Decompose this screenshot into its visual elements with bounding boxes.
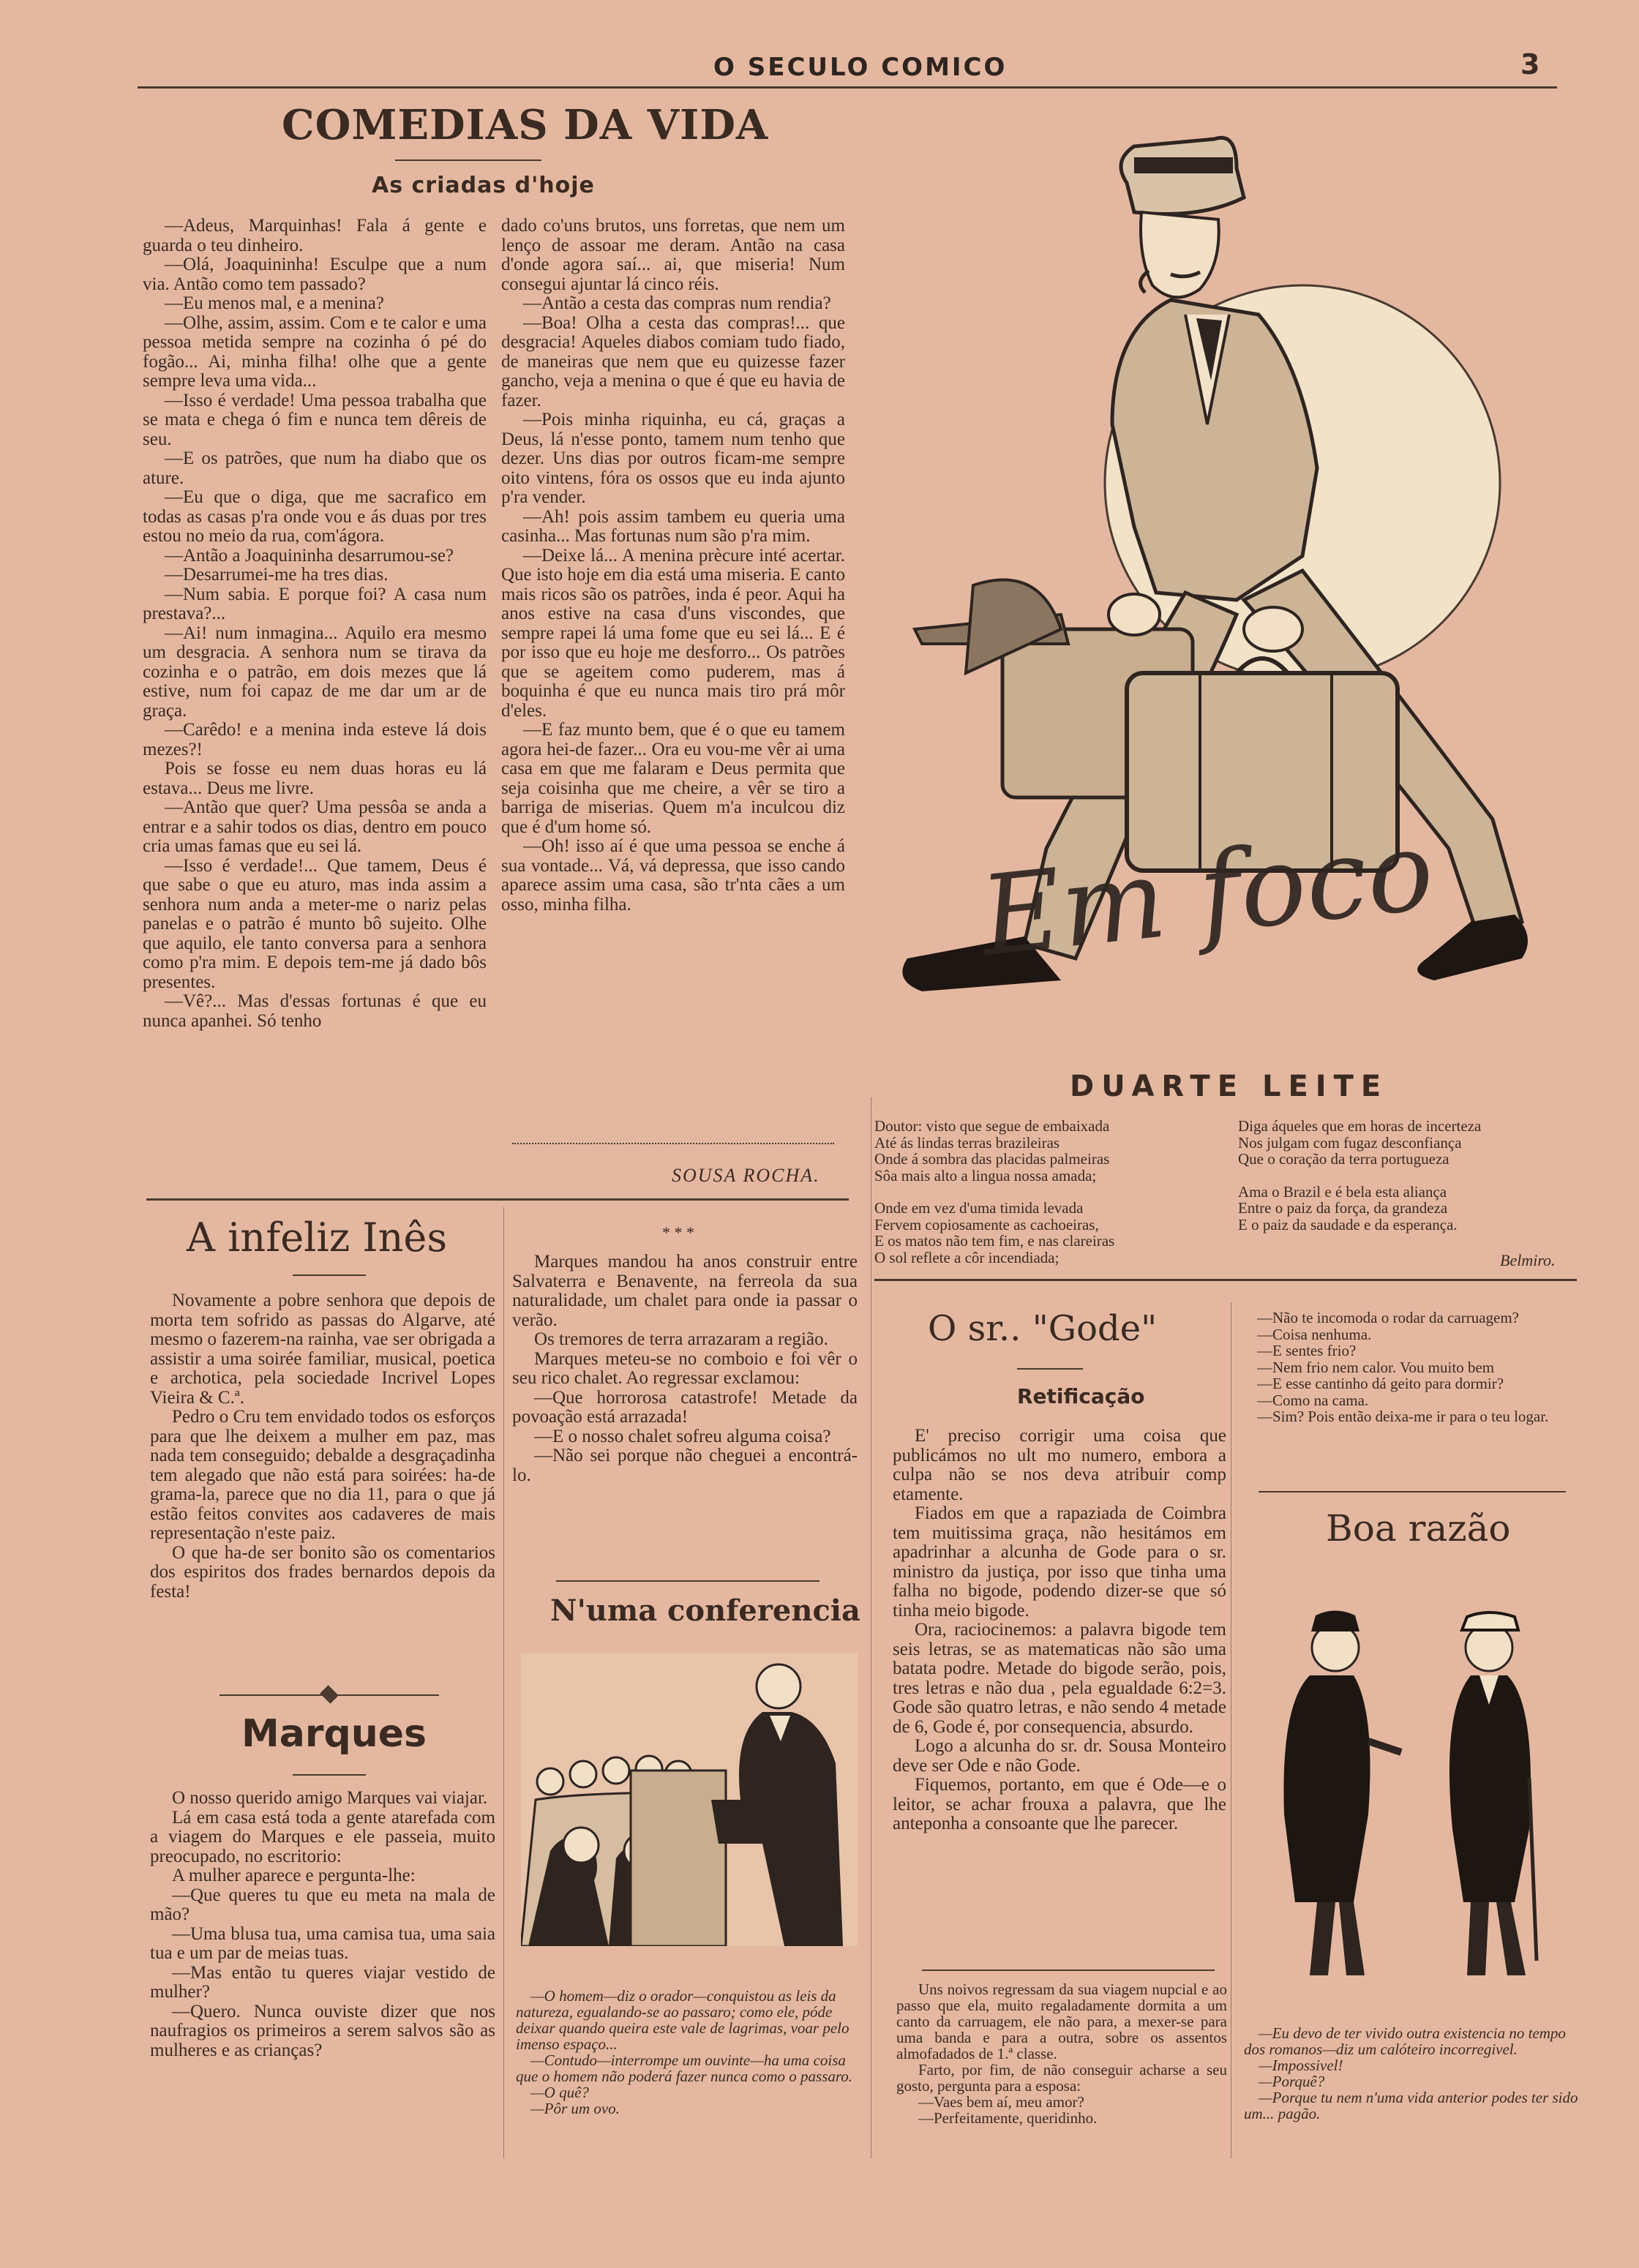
- comedias-p: —E os patrões, que num ha diabo que os ature.: [143, 448, 487, 488]
- poem-line: Entre o paiz da força, da grandeza: [1238, 1199, 1448, 1217]
- comedias-p: —E faz munto bem, que é o que eu tamem agora hei-de fazer... Ora eu vou-me vêr ai uma casa em que me falaram e Deus permita que seja coisinha que me cheire, a vêr se tiro a barriga de miserias. Quem m'a inculcou diz que é d'um home só.: [501, 720, 845, 837]
- comedias-p: —Antão a cesta das compras num rendia?: [523, 293, 831, 313]
- comedias-col2: [501, 217, 845, 1138]
- poem-line: Onde á sombra das placidas palmeiras: [874, 1150, 1110, 1168]
- ines-p: O que ha-de ser bonito são os comentarios dos espiritos dos frades bernardos depois da festa!: [150, 1542, 495, 1602]
- ines-body: [150, 1291, 495, 1602]
- poem-line: Ama o Brazil e é bela esta aliança: [1238, 1182, 1447, 1201]
- noivos-p: Farto, por fim, de não conseguir acharse a seu gosto, pergunta para a esposa:: [896, 2061, 1227, 2095]
- comedias-p: —Deixe lá... A menina prècure inté acertar. Que isto hoje em dia está uma miseria. E canto mais ricos são os patrões, inda é peor. Aqui ha anos estive na casa d'uns viscondes, que sempre rapei lá uma fome que eu sei lá... E é por isso que eu hoje me desforro... Os patrões que se ageitem como puderem, mas á boquinha é que eu nunca mais tiro prá môr d'eles.: [501, 545, 845, 721]
- marques-p: —Que horrorosa catastrofe! Metade da povoação está arrazada!: [512, 1387, 858, 1427]
- poem-line: Nos julgam com fugaz desconfiança: [1238, 1133, 1462, 1152]
- boa-razao-caption: [1244, 2025, 1580, 2122]
- comedias-p: —Isso é verdade!... Que tamem, Deus é que sabe o que eu aturo, mas inda assim a senhora num anda a meter-me o nariz pelas panelas e o patrão é munto bô sujeito. Olhe que aquilo, ele tanto conversa para a senhora como p'ra mim. E depois tem-me já dado bôs presentes.: [143, 855, 487, 992]
- gode-p: E' preciso corrigir uma coisa que publicámos no ult mo numero, embora a culpa não se nos deva atribuir comp etamente.: [893, 1426, 1226, 1504]
- noivos-p: —Perfeitamente, queridinho.: [918, 2109, 1098, 2127]
- poem-line: Diga áqueles que em horas de incerteza: [1238, 1117, 1482, 1135]
- comedias-col1: [143, 217, 487, 1193]
- column-divider-1: [503, 1207, 504, 2158]
- conferencia-title: N'uma conferencia: [550, 1593, 860, 1628]
- comedias-p: —Eu menos mal, e a menina?: [165, 293, 384, 313]
- marques-p: A mulher aparece e pergunta-lhe:: [172, 1866, 416, 1885]
- em-foco-poem-signature: Belmiro.: [1500, 1251, 1556, 1269]
- marques-p: —Mas então tu queres viajar vestido de mulher?: [150, 1962, 495, 2002]
- carruagem-p: —Coisa nenhuma.: [1257, 1325, 1372, 1343]
- poem-line: Até ás lindas terras brazileiras: [874, 1133, 1060, 1152]
- carruagem-p: —Como na cama.: [1257, 1391, 1369, 1409]
- gode-title-rule: [1017, 1368, 1083, 1370]
- caption-line: —Pôr um ovo.: [530, 2100, 620, 2117]
- ines-title-rule: [293, 1274, 366, 1276]
- marques-title-rule: [293, 1774, 366, 1776]
- marques-stars: * * *: [662, 1223, 694, 1242]
- gode-p: Fiados em que a rapaziada de Coimbra tem muitissima graça, não hesitámos em apadrinhar a alcunha de Gode para o sr. ministro da justiça, por isso que tinha uma falha no bigode, podendo dizer-se que só tinha meio bigode.: [893, 1503, 1226, 1621]
- marques-p: Lá em casa está toda a gente atarefada com a viagem do Marques e ele passeia, muito preocupado, no escritorio:: [150, 1807, 495, 1866]
- marques-p: —Não sei porque não cheguei a encontrá-lo.: [512, 1446, 858, 1485]
- poem-line: [1238, 1168, 1567, 1184]
- caption-line: —O homem—diz o orador—conquistou as leis da natureza, egualando-se ao passaro; como ele, póde deixar quando queira este vale de lagrimas, voar pelo imenso espaço...: [516, 1987, 849, 2053]
- noivos-p: —Vaes bem aí, meu amor?: [918, 2093, 1084, 2111]
- carruagem-p: —E esse cantinho dá geito para dormir?: [1257, 1375, 1504, 1392]
- caption-line: —Porquê?: [1259, 2073, 1325, 2090]
- comedias-subtitle: As criadas d'hoje: [372, 173, 595, 198]
- gode-body: [893, 1427, 1226, 1834]
- comedias-p: —Olhe, assim, assim. Com e te calor e uma pessoa metida sempre na cozinha ó pé do fogão... Ai, minha filha! olhe que a gente sempre leva uma vida...: [143, 312, 487, 391]
- comedias-p: —Ai! num inmagina... Aquilo era mesmo um desgracia. A senhora num se tirava da cozinha e o patrão, em dois mezes que lá estive, num foi capaz de me dar um ar de graça.: [143, 623, 487, 721]
- caption-line: —O quê?: [530, 2084, 589, 2101]
- comedias-dots: [512, 1143, 834, 1144]
- comedias-p: —Isso é verdade! Uma pessoa trabalha que se mata e chega ó fim e nunca tem dêreis de seu.: [143, 390, 487, 449]
- comedias-p: —Antão a Joaquininha desarrumou-se?: [165, 545, 454, 566]
- carruagem-p: —Sim? Pois então deixa-me ir para o teu logar.: [1257, 1408, 1549, 1425]
- marques-p: —Que queres tu que eu meta na mala de mão?: [150, 1885, 495, 1924]
- comedias-p: —Adeus, Marquinhas! Fala á gente e guarda o teu dinheiro.: [143, 217, 487, 255]
- marques-p: —E o nosso chalet sofreu alguma coisa?: [534, 1426, 831, 1446]
- em-foco-poem-left: [874, 1118, 1226, 1266]
- comedias-p: —Ah! pois assim tambem eu queria uma casinha... Mas fortunas num são p'ra mim.: [501, 506, 845, 546]
- poem-line: [874, 1184, 1226, 1200]
- marques-p: Marques mandou ha anos construir entre Salvaterra e Benavente, na ferreola da sua naturalidade, um chalet para onde ia passar o verão.: [512, 1252, 858, 1330]
- em-foco-script-title: Em foco: [975, 807, 1439, 981]
- poem-line: Onde em vez d'uma timida levada: [874, 1199, 1084, 1217]
- marques-p: Os tremores de terra arrazaram a região.: [534, 1329, 828, 1349]
- boa-razao-top-rule: [1259, 1491, 1566, 1492]
- marques-p: Marques meteu-se no comboio e foi vêr o seu rico chalet. Ao regressar exclamou:: [512, 1348, 858, 1388]
- comedias-p: —Oh! isso aí é que uma pessoa se enche á sua vontade... Vá, vá depressa, que isso cando aparece assim uma casa, são tr'nta cães a um osso, minha filha.: [501, 836, 845, 915]
- boa-razao-title: Boa razão: [1326, 1507, 1511, 1550]
- comedias-p: —Eu que o diga, que me sacrafico em todas as casas p'ra onde vou e ás duas por tres estou no meio da rua, com'ágora.: [143, 487, 487, 546]
- gode-p: Logo a alcunha do sr. dr. Sousa Monteiro deve ser Ode e não Gode.: [893, 1736, 1226, 1776]
- ines-end-ornament: [320, 1685, 338, 1703]
- comedias-p: —Vê?... Mas d'essas fortunas é que eu nunca apanhei. Só tenho: [143, 991, 487, 1031]
- caption-line: —Eu devo de ter vivido outra existencia no tempo dos romanos—diz um calóteiro incorregivel.: [1244, 2024, 1566, 2058]
- marques-p: O nosso querido amigo Marques vai viajar.: [172, 1788, 488, 1808]
- comedias-p: —Carêdo! e a menina inda esteve lá dois mezes?!: [143, 720, 487, 759]
- comedias-p: dado co'uns brutos, uns forretas, que nem um lenço de assoar me deram. Antão na casa d'onde agora saí... ai, que miseria! Num consegui ajuntar lá cinco réis.: [501, 217, 845, 294]
- carruagem-p: —Nem frio nem calor. Vou muito bem: [1257, 1358, 1495, 1376]
- conferencia-caption: [516, 1988, 866, 2117]
- marques-body: [150, 1789, 495, 2060]
- poem-line: E os matos não tem fim, e nas clareiras: [874, 1232, 1115, 1250]
- comedias-title: COMEDIAS DA VIDA: [282, 101, 769, 149]
- gode-title: O sr.. "Gode": [928, 1308, 1158, 1349]
- gode-p: Ora, raciocinemos: a palavra bigode tem seis letras, se as matematicas não são uma batata podre. Metade do bigode serão, pois, tres letras e não dua , pela egualdade 6:2=3. Gode são quatro letras, e não sendo 4 metade de 6, Gode é, por consequencia, absurdo.: [893, 1620, 1226, 1737]
- masthead-title: O SECULO COMICO: [713, 53, 1008, 82]
- poem-line: Fervem copiosamente as cachoeiras,: [874, 1215, 1099, 1233]
- ines-title: A infeliz Inês: [187, 1214, 448, 1261]
- comedias-p: —Pois minha riquinha, eu cá, graças a Deus, lá n'esse ponto, tamem num tenho que dezer. Uns dias por outros ficam-me sempre oito vintens, fóra os ossos que eu inda ajunto p'ra vender.: [501, 410, 845, 507]
- carruagem-p: —E sentes frio?: [1257, 1342, 1357, 1359]
- poem-line: E o paiz da saudade e da esperança.: [1238, 1215, 1458, 1233]
- comedias-p: —Num sabia. E porque foi? A casa num prestava?...: [143, 584, 487, 623]
- comedias-p: —Olá, Joaquininha! Esculpe que a num via. Antão como tem passado?: [143, 255, 487, 294]
- conferencia-illustration: [521, 1653, 858, 1946]
- noivos-rule: [922, 1970, 1215, 1971]
- carruagem-body: [1235, 1310, 1569, 1425]
- ines-p: Novamente a pobre senhora que depois de morta tem sofrido as passas do Algarve, até mesmo o fazerem-na rainha, vae ser obrigada a assistir a uma soirée familiar, musical, poetica e archotica, pela sociedade Incrivel Lopes Vieira & C.ª.: [150, 1291, 495, 1408]
- caption-line: —Impossivel!: [1259, 2057, 1343, 2074]
- carruagem-p: —Não te incomoda o rodar da carruagem?: [1257, 1309, 1520, 1326]
- comedias-p: Pois se fosse eu nem duas horas eu lá estava... Deus me livre.: [143, 759, 487, 798]
- em-foco-poem-right: [1238, 1118, 1567, 1233]
- conferencia-top-rule: [556, 1580, 820, 1582]
- comedias-signature: SOUSA ROCHA.: [672, 1165, 820, 1186]
- boa-razao-illustration: [1266, 1595, 1588, 2005]
- poem-line: Que o coração da terra portugueza: [1238, 1150, 1449, 1168]
- section-rule-left: [146, 1198, 849, 1201]
- section-rule-right: [874, 1279, 1577, 1281]
- poem-line: Sôa mais alto a lingua nossa amada;: [874, 1166, 1097, 1184]
- poem-line: Doutor: visto que segue de embaixada: [874, 1117, 1110, 1135]
- marques-body-2: [512, 1253, 858, 1485]
- noivos-p: Uns noivos regressam da sua viagem nupcial e ao passo que ela, muito regaladamente dormita a um canto da carruagem, ele não para, a mexer-se para uma banda e para a outra, sobre os assentos almofadados de 1.ª classe.: [896, 1980, 1227, 2062]
- comedias-p: —Antão que quer? Uma pessôa se anda a entrar e a sahir todos os dias, dentro em pouco cria umas famas que eu sei lá.: [143, 797, 487, 856]
- em-foco-name: DUARTE LEITE: [1070, 1070, 1389, 1103]
- marques-p: —Quero. Nunca ouviste dizer que nos naufragios os primeiros a serem salvos são as mulheres e as crianças?: [150, 2001, 495, 2060]
- marques-p: —Uma blusa tua, uma camisa tua, uma saia tua e um par de meias tuas.: [150, 1923, 495, 1963]
- ines-p: Pedro o Cru tem envidado todos os esforços para que lhe deixem a mulher em paz, mas nada tem conseguido; debalde a desgraçadinha tem alegado que não está para soirées: ha-de grama-la, parece que no dia 11, para o que já estão feitos convites aos cadaveres de mais representação n'este paiz.: [150, 1407, 495, 1543]
- marques-title: Marques: [241, 1712, 427, 1756]
- poem-line: O sol reflete a côr incendiada;: [874, 1248, 1059, 1266]
- caption-line: —Contudo—interrompe um ouvinte—ha uma coisa que o homem não poderá fazer nunca como o passaro.: [516, 2051, 853, 2085]
- page-number: 3: [1520, 48, 1542, 80]
- comedias-title-rule: [395, 159, 541, 161]
- comedias-p: —Desarrumei-me ha tres dias.: [165, 565, 389, 585]
- noivos-body: [896, 1981, 1227, 2126]
- comedias-p: —Boa! Olha a cesta das compras!... que desgracia! Aqueles diabos comiam tudo fiado, de maneiras que nem que eu quizesse fazer gancho, veja a menina o que é que eu havia de fazer.: [501, 312, 845, 410]
- caption-line: —Porque tu nem n'uma vida anterior podes ter sido um... pagão.: [1244, 2089, 1578, 2122]
- gode-p: Fiquemos, portanto, em que é Ode—e o leitor, se achar frouxa a palavra, que lhe anteponha a consoante que lhe parecer.: [893, 1775, 1226, 1833]
- gode-subtitle: Retificação: [1017, 1384, 1145, 1408]
- masthead-rule: [138, 86, 1557, 89]
